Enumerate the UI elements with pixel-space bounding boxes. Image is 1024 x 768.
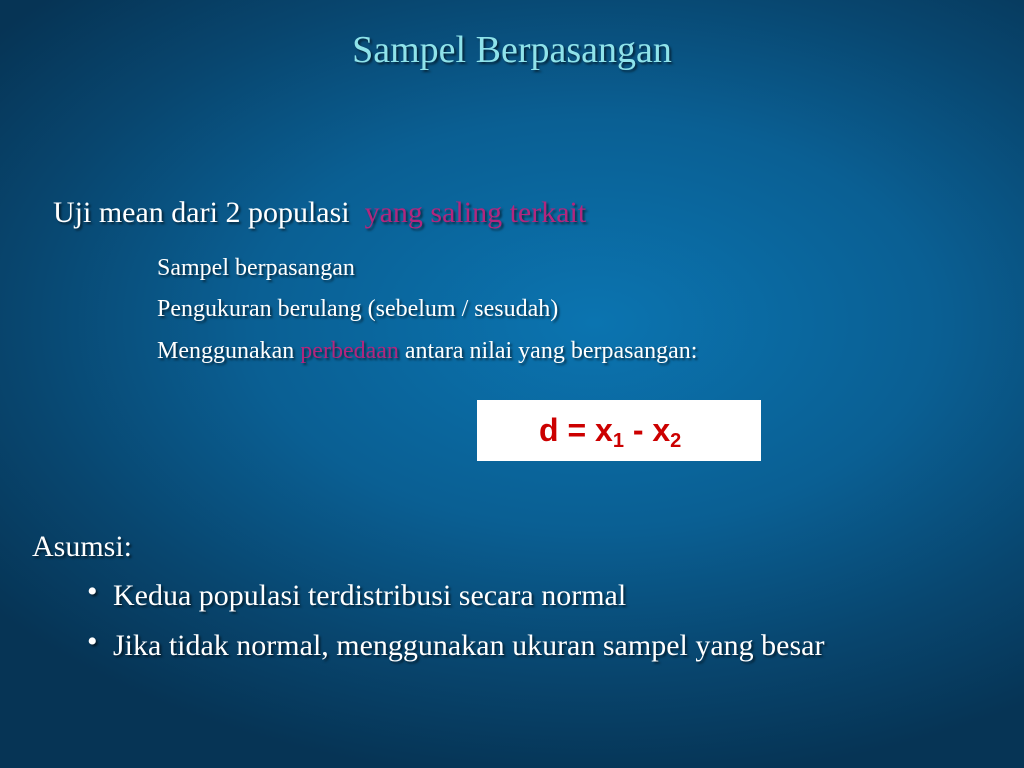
- sub-item-difference-highlight: perbedaan: [300, 338, 399, 364]
- assumptions-label: Asumsi:: [32, 530, 133, 563]
- heading-highlight: yang saling terkait: [364, 196, 587, 229]
- sub-item-paired-sample: Sampel berpasangan: [157, 255, 355, 281]
- formula-lhs: d = x: [539, 412, 613, 448]
- bullet-icon: •: [87, 625, 98, 658]
- formula-minus: - x: [623, 412, 671, 448]
- slide-heading: [53, 196, 586, 230]
- sub-item-difference: [157, 338, 697, 365]
- assumption-item: [87, 625, 947, 666]
- sub-item-repeated-measure: Pengukuran berulang (sebelum / sesudah): [157, 296, 559, 322]
- formula: [539, 412, 682, 452]
- slide-title: Sampel Berpasangan: [352, 29, 672, 71]
- assumption-item: [87, 575, 947, 616]
- formula-sub-2: 2: [670, 430, 682, 452]
- assumption-text: Jika tidak normal, menggunakan ukuran sampel yang besar: [113, 629, 825, 662]
- sub-item-difference-after: antara nilai yang berpasangan:: [398, 338, 698, 364]
- sub-item-difference-before: Menggunakan: [157, 338, 301, 364]
- assumption-text: Kedua populasi terdistribusi secara normal: [113, 579, 627, 612]
- formula-box: [477, 400, 761, 461]
- formula-sub-1: 1: [612, 430, 624, 452]
- heading-prefix: Uji mean dari 2 populasi: [53, 196, 350, 229]
- bullet-icon: •: [87, 575, 98, 608]
